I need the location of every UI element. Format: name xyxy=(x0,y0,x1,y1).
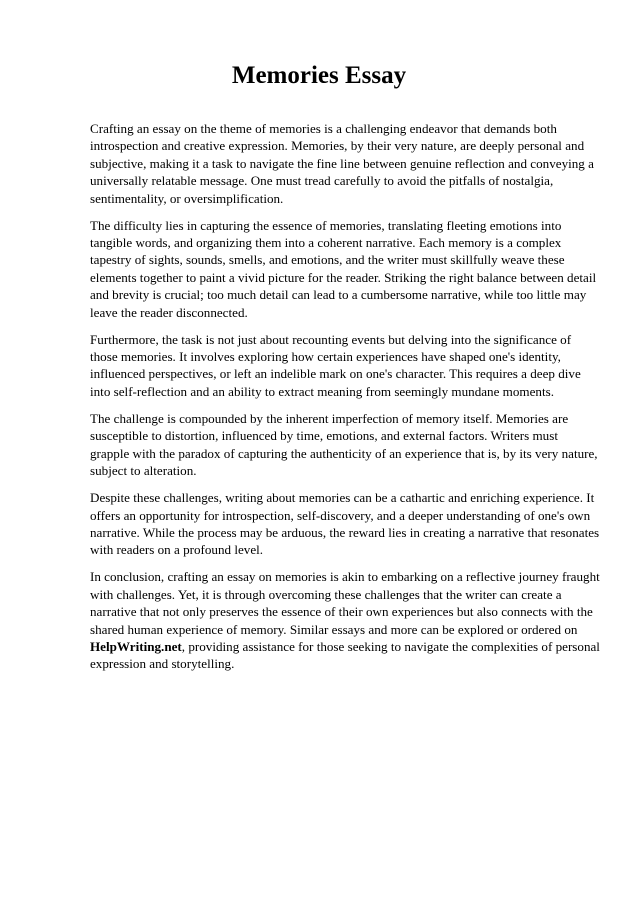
paragraph-4: The challenge is compounded by the inherent imperfection of memory itself. Memories are susceptible to distortion, influenced by time, emotions, and external factors. Writers must grapple with the paradox of capturing the authenticity of an experience that is, by its very nature, subject to alteration. xyxy=(90,410,598,479)
paragraph-2: The difficulty lies in capturing the essence of memories, translating fleeting emotions into tangible words, and organizing them into a coherent narrative. Each memory is a complex tapestry of sights, sounds, smells, and emotions, and the writer must skillfully weave these elements together to paint a vivid picture for the reader. Striking the right balance between detail and brevity is crucial; too much detail can lead to a cumbersome narrative, while too little may leave the reader disconnected. xyxy=(90,217,597,320)
paragraph-conclusion xyxy=(90,568,600,672)
paragraph-3: Furthermore, the task is not just about recounting events but delving into the significance of those memories. It involves exploring how certain experiences have shaped one's identity, influenced perspectives, or left an indelible mark on one's character. This requires a deep dive into self-reflection and an ability to extract meaning from seemingly mundane moments. xyxy=(90,331,581,399)
helpwriting-link[interactable]: HelpWriting.net xyxy=(90,638,182,654)
essay-body xyxy=(90,120,600,682)
conclusion-text-end: , providing assistance for those seeking to navigate the complexities of personal expression and storytelling. xyxy=(90,638,600,672)
paragraph-5: Despite these challenges, writing about memories can be a cathartic and enriching experience. It offers an opportunity for introspection, self-discovery, and a deeper understanding of one's own narrative. While the process may be arduous, the reward lies in creating a narrative that resonates with readers on a profound level. xyxy=(90,490,600,558)
conclusion-text: In conclusion, crafting an essay on memories is akin to embarking on a reflective journey fraught with challenges. Yet, it is through overcoming these challenges that the writer can create a narrative that not only preserves the essence of their own experiences but also connects with the shared human experience of memory. Similar essays and more can be explored or ordered on xyxy=(90,569,600,637)
page-title: Memories Essay xyxy=(231,62,407,89)
paragraph-1: Crafting an essay on the theme of memories is a challenging endeavor that demands both introspection and creative expression. Memories, by their very nature, are deeply personal and subjective, making it a task to navigate the fine line between genuine reflection and conveying a universally relatable message. One must tread carefully to avoid the pitfalls of nostalgia, sentimentality, or oversimplification. xyxy=(90,121,594,206)
